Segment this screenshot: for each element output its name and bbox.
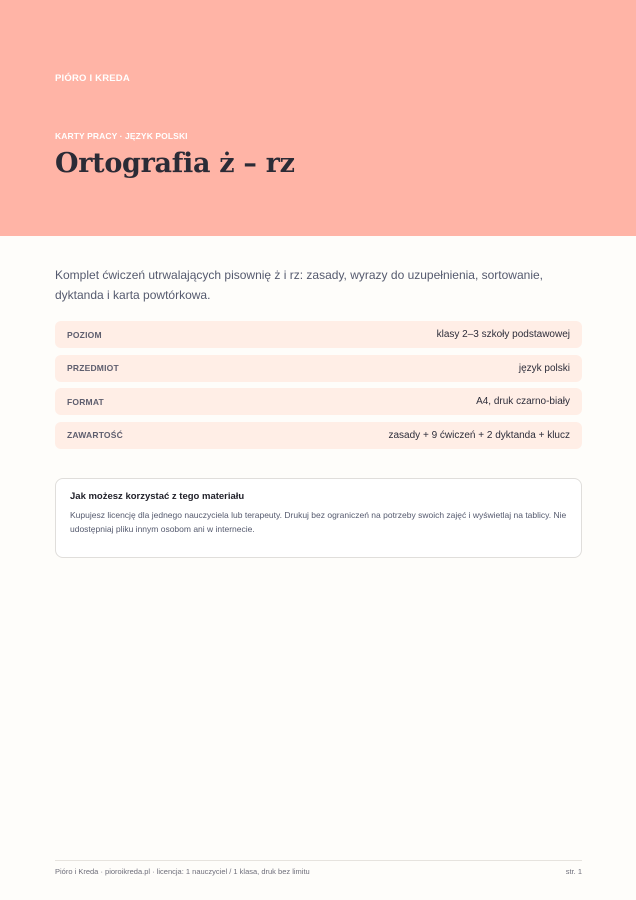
spec-value: zasady + 9 ćwiczeń + 2 dyktanda + klucz (388, 429, 570, 441)
spec-row-subject (55, 355, 582, 382)
spec-row-format (55, 388, 582, 415)
header-banner (0, 0, 636, 236)
spec-value: język polski (518, 362, 570, 374)
page-title: Ortografia ż – rz (55, 148, 295, 179)
spec-value: klasy 2–3 szkoły podstawowej (436, 329, 570, 340)
spec-label: POZIOM (67, 329, 102, 340)
spec-value: A4, druk czarno-biały (476, 396, 570, 407)
spec-label: FORMAT (67, 396, 104, 407)
notice-body: Kupujesz licencję dla jednego nauczyciela lub terapeuty. Drukuj bez ograniczeń na potrzeby swoich zajęć i wyświetlaj na tablicy. Nie udostępniaj pliku innym osobom ani w internecie. (70, 510, 567, 534)
category-eyebrow: KARTY PRACY · JĘZYK POLSKI (55, 131, 188, 141)
spec-label: ZAWARTOŚĆ (67, 430, 123, 440)
spec-row-contents (55, 422, 582, 449)
intro-description: Komplet ćwiczeń utrwalających pisownię ż i rz: zasady, wyrazy do uzupełnienia, sortowanie, dyktanda i karta powtórkowa. (55, 268, 543, 302)
footer-license-text: Pióro i Kreda · pioroikreda.pl · licencja: 1 nauczyciel / 1 klasa, druk bez limitu (55, 867, 310, 876)
notice-title: Jak możesz korzystać z tego materiału (70, 491, 245, 502)
page-number: str. 1 (565, 867, 582, 876)
brand-name: PIÓRO I KREDA (55, 73, 130, 84)
page-footer (55, 860, 582, 876)
spec-label: PRZEDMIOT (67, 363, 119, 373)
spec-row-level (55, 321, 582, 348)
license-notice (55, 478, 582, 558)
spec-list (55, 321, 582, 455)
